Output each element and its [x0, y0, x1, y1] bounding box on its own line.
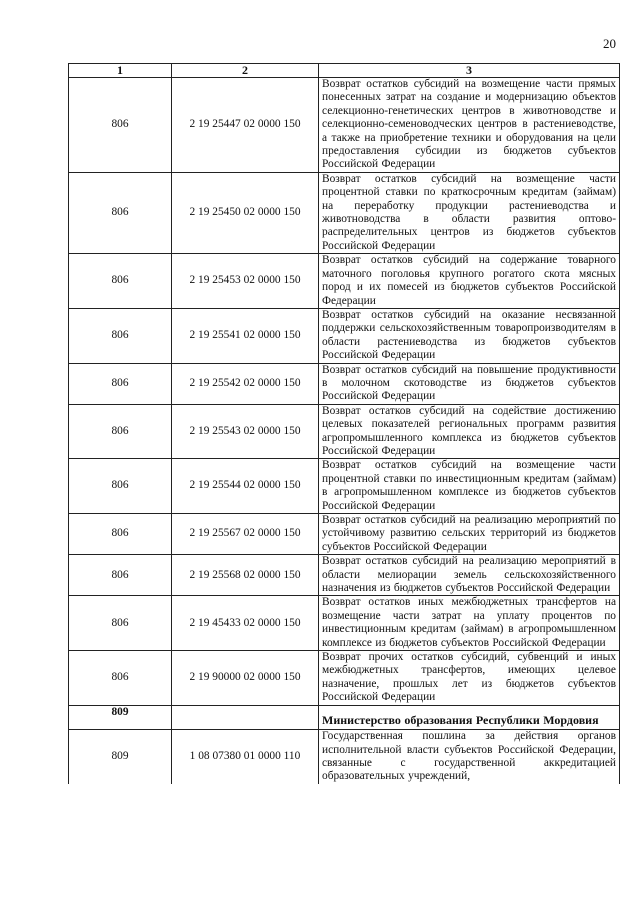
- budget-classification-code-cell: 2 19 45433 02 0000 150: [172, 596, 319, 651]
- description-cell: Возврат остатков субсидий на оказание несвязанной поддержки сельскохозяйственным товаропроизводителям в области растениеводства из бюджетов субъектов Российской Федерации: [319, 308, 620, 363]
- budget-classification-code-cell: 2 19 25541 02 0000 150: [172, 308, 319, 363]
- column-header-1: 1: [69, 64, 172, 78]
- column-header-2: 2: [172, 64, 319, 78]
- table-row: [69, 78, 620, 173]
- admin-code-cell: 806: [69, 404, 172, 459]
- budget-classification-code-cell: 2 19 25450 02 0000 150: [172, 172, 319, 253]
- budget-codes-table: [68, 63, 620, 784]
- budget-classification-code-cell: 2 19 25542 02 0000 150: [172, 363, 319, 404]
- admin-code-cell: 806: [69, 651, 172, 706]
- description-cell: Возврат остатков субсидий на реализацию мероприятий по устойчивому развитию сельских территорий из бюджетов субъектов Российской Федерации: [319, 514, 620, 555]
- budget-classification-code-cell: 2 19 25447 02 0000 150: [172, 78, 319, 173]
- budget-classification-code-cell: 1 08 07380 01 0000 110: [172, 730, 319, 784]
- admin-code-cell: 809: [69, 705, 172, 729]
- budget-classification-code-cell: 2 19 25568 02 0000 150: [172, 555, 319, 596]
- admin-code-cell: 806: [69, 172, 172, 253]
- table-row: [69, 254, 620, 309]
- description-cell: Возврат остатков иных межбюджетных трансфертов на возмещение части затрат на уплату процентов по инвестиционным кредитам (займам) в агропромышленном комплексе из бюджетов субъектов Российской Федерации: [319, 596, 620, 651]
- page-number: 20: [603, 36, 616, 51]
- table-row: [69, 651, 620, 706]
- admin-code-cell: 806: [69, 254, 172, 309]
- description-cell: Государственная пошлина за действия органов исполнительной власти субъектов Российской Федерации, связанные с государственной аккредитацией образовательных учреждений,: [319, 730, 620, 784]
- admin-code-cell: 806: [69, 308, 172, 363]
- description-cell: Возврат остатков субсидий на содействие достижению целевых показателей региональных программ развития агропромышленного комплекса из бюджетов субъектов Российской Федерации: [319, 404, 620, 459]
- table-row: [69, 459, 620, 514]
- table-row: [69, 404, 620, 459]
- budget-classification-code-cell: 2 19 90000 02 0000 150: [172, 651, 319, 706]
- admin-code-cell: 806: [69, 555, 172, 596]
- table-row: [69, 514, 620, 555]
- budget-classification-code-cell: [172, 705, 319, 729]
- description-cell: Возврат остатков субсидий на реализацию мероприятий в области мелиорации земель сельскохозяйственного назначения из бюджетов субъектов Российской Федерации: [319, 555, 620, 596]
- table-row: [69, 730, 620, 784]
- table-row: [69, 555, 620, 596]
- admin-code-cell: 806: [69, 78, 172, 173]
- budget-classification-code-cell: 2 19 25567 02 0000 150: [172, 514, 319, 555]
- description-cell: Возврат остатков субсидий на возмещение части прямых понесенных затрат на создание и модернизацию объектов селекционно-генетических центров в животноводстве и селекционно-семеноводческих центров в растениеводстве, а также на приобретение техники и оборудования на цели предоставления субсидии из бюджетов субъектов Российской Федерации: [319, 78, 620, 173]
- table-row: [69, 172, 620, 253]
- table-row: [69, 363, 620, 404]
- table-row: [69, 596, 620, 651]
- admin-code-cell: 809: [69, 730, 172, 784]
- description-cell: Возврат остатков субсидий на содержание товарного маточного поголовья крупного рогатого скота мясных пород и их помесей из бюджетов субъектов Российской Федерации: [319, 254, 620, 309]
- budget-classification-code-cell: 2 19 25543 02 0000 150: [172, 404, 319, 459]
- section-row: [69, 705, 620, 729]
- table-row: [69, 308, 620, 363]
- budget-classification-code-cell: 2 19 25453 02 0000 150: [172, 254, 319, 309]
- admin-code-cell: 806: [69, 514, 172, 555]
- description-cell: Возврат остатков субсидий на возмещение части процентной ставки по инвестиционным кредитам (займам) в агропромышленном комплексе из бюджетов субъектов Российской Федерации: [319, 459, 620, 514]
- description-cell: Возврат остатков субсидий на повышение продуктивности в молочном скотоводстве из бюджетов субъектов Российской Федерации: [319, 363, 620, 404]
- budget-classification-code-cell: 2 19 25544 02 0000 150: [172, 459, 319, 514]
- table-body: [69, 78, 620, 784]
- admin-code-cell: 806: [69, 363, 172, 404]
- table-header-row: [69, 64, 620, 78]
- admin-code-cell: 806: [69, 596, 172, 651]
- description-cell: Возврат остатков субсидий на возмещение части процентной ставки по краткосрочным кредитам (займам) на переработку продукции растениеводства и животноводства в области развития оптово-распределительных центров из бюджетов субъектов Российской Федерации: [319, 172, 620, 253]
- admin-code-cell: 806: [69, 459, 172, 514]
- description-cell: Возврат прочих остатков субсидий, субвенций и иных межбюджетных трансфертов, имеющих целевое назначение, прошлых лет из бюджетов субъектов Российской Федерации: [319, 651, 620, 706]
- column-header-3: 3: [319, 64, 620, 78]
- ministry-name-cell: Министерство образования Республики Мордовия: [319, 705, 620, 729]
